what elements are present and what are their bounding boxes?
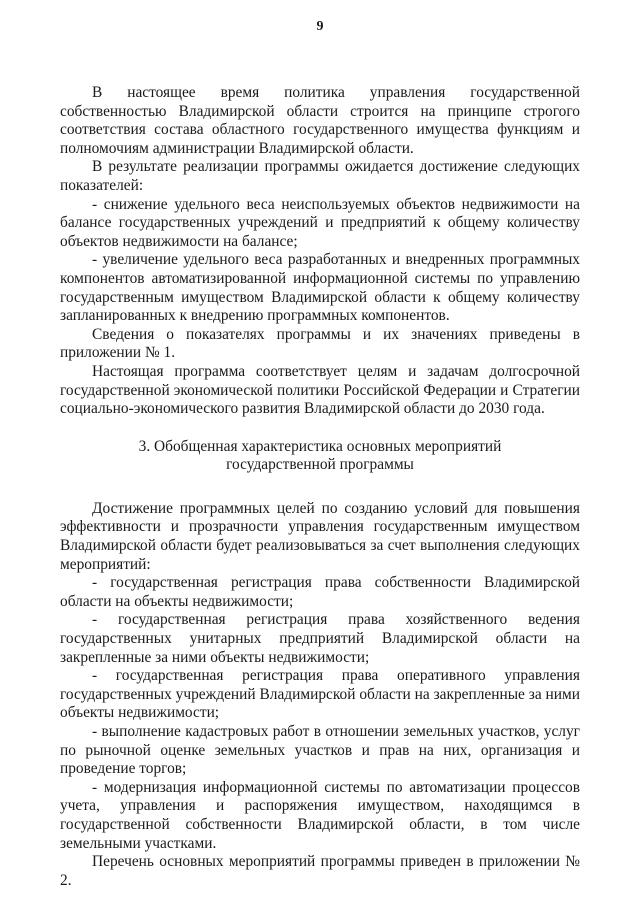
list-item-measure-2: - государственная регистрация права хозяйственного ведения государственных унитарных предприятий Владимирской области на закрепленные за ними объекты недвижимости; xyxy=(60,611,580,666)
list-item-measure-4: - выполнение кадастровых работ в отношении земельных участков, услуг по рыночной оценке земельных участков и прав на них, организация и проведение торгов; xyxy=(60,723,580,778)
list-item-measure-1: - государственная регистрация права собственности Владимирской области на объекты недвижимости; xyxy=(60,574,580,610)
page-number: 9 xyxy=(316,19,324,34)
paragraph-appendix-2: Перечень основных мероприятий программы приведен в приложении № 2. xyxy=(60,853,580,889)
paragraph-strategy: Настоящая программа соответствует целям и задачам долгосрочной государственной экономической политики Российской Федерации и Стратегии социально-экономического развития Владимирской области до 2030 года. xyxy=(60,362,580,418)
list-item-measure-3: - государственная регистрация права оперативного управления государственных учреждений Владимирской области на закрепленные за ними объекты недвижимости; xyxy=(60,667,580,722)
paragraph-policy: В настоящее время политика управления государственной собственностью Владимирской области строится на принципе строгого соответствия состава областного государственного имущества функциям и полномочиям администрации Владимирской области. xyxy=(60,84,580,157)
section-heading-line-1: 3. Обобщенная характеристика основных мероприятий xyxy=(138,437,502,455)
list-item-indicator-1: - снижение удельного веса неиспользуемых объектов недвижимости на балансе государственных учреждений и предприятий к общему количеству объектов недвижимости на балансе; xyxy=(60,195,580,250)
section-heading-line-2: государственной программы xyxy=(226,456,414,474)
list-item-indicator-2: - увеличение удельного веса разработанных и внедренных программных компонентов автоматизированной информационной системы по управлению государственным имуществом Владимирской области к общему количеству запланированных к внедрению программных компонентов. xyxy=(60,251,580,325)
paragraph-appendix-1: Сведения о показателях программы и их значениях приведены в приложении № 1. xyxy=(60,325,580,362)
paragraph-expected-results: В результате реализации программы ожидается достижение следующих показателей: xyxy=(60,158,580,194)
document-body xyxy=(60,84,580,890)
section-heading xyxy=(60,438,580,475)
list-item-measure-5: - модернизация информационной системы по автоматизации процессов учета, управления и распоряжения имуществом, находящимся в государственной собственности Владимирской области, в том числе земельными участками. xyxy=(60,778,580,852)
paragraph-goals: Достижение программных целей по созданию условий для повышения эффективности и прозрачности управления государственным имуществом Владимирской области будет реализовываться за счет выполнения следующих мероприятий: xyxy=(60,499,580,573)
